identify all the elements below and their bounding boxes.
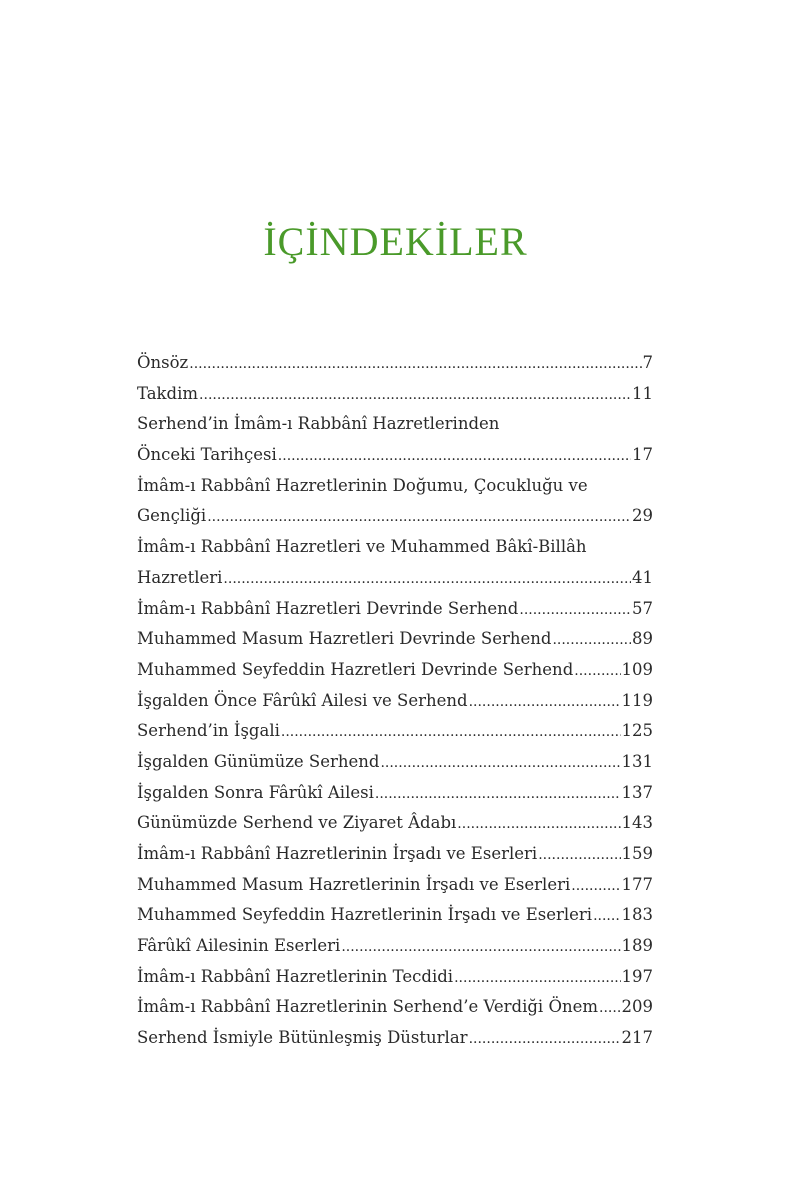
toc-entry-title: Serhend’in İşgali — [137, 721, 280, 741]
toc-entry-title: Önsöz — [137, 353, 189, 372]
toc-entry-title: İmâm-ı Rabbânî Hazretlerinin Serhend’e Verdiği Önem — [137, 997, 599, 1017]
toc-row — [137, 778, 653, 809]
toc-row — [137, 563, 653, 594]
toc-entry-title: Muhammed Masum Hazretleri Devrinde Serhend — [137, 629, 552, 649]
toc-row — [137, 594, 653, 625]
toc-row — [137, 440, 653, 471]
toc-page-number: 109 — [621, 659, 653, 679]
toc-page-number: 41 — [632, 567, 653, 587]
toc-entry-title: Gençliği — [137, 506, 207, 526]
toc-row — [137, 624, 653, 655]
toc-page-number: 217 — [621, 1028, 653, 1048]
toc-entry-title: İmâm-ı Rabbânî Hazretlerinin Doğumu, Çocukluğu ve — [137, 475, 588, 495]
dot-leader — [469, 1024, 621, 1054]
toc-row — [137, 379, 653, 410]
toc-entry-title: İşgalden Önce Fârûkî Ailesi ve Serhend — [137, 690, 468, 710]
toc-entry-title: Fârûkî Ailesinin Eserleri — [137, 936, 341, 956]
toc-row — [137, 839, 653, 870]
toc-row — [137, 747, 653, 778]
toc-entry-title: İmâm-ı Rabbânî Hazretleri Devrinde Serhend — [137, 598, 519, 618]
toc-row — [137, 962, 653, 993]
toc-page-number: 159 — [621, 844, 653, 863]
toc-page-number: 125 — [621, 721, 653, 741]
toc-row — [137, 655, 653, 686]
dot-leader — [454, 963, 620, 993]
toc-page-number: 17 — [632, 445, 653, 465]
toc-entry-title: Muhammed Seyfeddin Hazretlerinin İrşadı ve Eserleri — [137, 905, 593, 925]
toc-row — [137, 501, 653, 532]
toc-row — [137, 808, 653, 839]
toc-page-number: 29 — [632, 506, 653, 526]
toc-row — [137, 992, 653, 1023]
dot-leader — [278, 441, 631, 471]
toc-page-number: 189 — [621, 936, 653, 956]
table-of-contents — [137, 348, 653, 1054]
dot-leader — [571, 871, 620, 901]
toc-entry-title: Muhammed Masum Hazretlerinin İrşadı ve Eserleri — [137, 874, 571, 894]
dot-leader — [519, 595, 631, 625]
toc-row — [137, 716, 653, 747]
toc-page-number: 183 — [621, 905, 653, 925]
toc-row — [137, 900, 653, 931]
toc-page-number: 143 — [621, 813, 653, 833]
dot-leader — [375, 779, 621, 809]
dot-leader — [223, 564, 631, 594]
toc-row — [137, 409, 653, 440]
toc-page-number: 57 — [632, 598, 653, 618]
toc-page-number: 209 — [621, 997, 653, 1017]
toc-entry-title: Hazretleri — [137, 567, 223, 587]
toc-page-number: 89 — [632, 629, 653, 649]
toc-entry-title: Muhammed Seyfeddin Hazretleri Devrinde Serhend — [137, 659, 574, 679]
toc-page-number: 11 — [632, 383, 653, 403]
toc-row — [137, 471, 653, 502]
toc-row — [137, 532, 653, 563]
dot-leader — [380, 748, 620, 778]
toc-page-number: 197 — [621, 966, 653, 986]
toc-row — [137, 870, 653, 901]
toc-entry-title: Günümüzde Serhend ve Ziyaret Âdabı — [137, 813, 457, 833]
toc-row — [137, 348, 653, 379]
toc-page-number: 131 — [621, 751, 653, 771]
toc-entry-title: İmâm-ı Rabbânî Hazretlerinin İrşadı ve Eserleri — [137, 844, 538, 863]
toc-row — [137, 686, 653, 717]
toc-entry-title: İmâm-ı Rabbânî Hazretleri ve Muhammed Bâkî-Billâh — [137, 537, 587, 557]
dot-leader — [341, 932, 620, 962]
toc-entry-title: İşgalden Sonra Fârûkî Ailesi — [137, 782, 374, 802]
toc-page-number: 7 — [642, 353, 653, 372]
toc-page-number: 119 — [621, 690, 653, 710]
toc-entry-title: Önceki Tarihçesi — [137, 445, 277, 465]
dot-leader — [574, 656, 620, 686]
toc-entry-title: İmâm-ı Rabbânî Hazretlerinin Tecdidi — [137, 966, 454, 986]
dot-leader — [207, 502, 631, 532]
toc-row — [137, 1023, 653, 1054]
dot-leader — [538, 840, 620, 870]
toc-page-number: 137 — [621, 782, 653, 802]
page-title: İÇİNDEKİLER — [263, 219, 528, 264]
dot-leader — [599, 993, 620, 1023]
dot-leader — [469, 687, 621, 717]
toc-entry-title: Serhend İsmiyle Bütünleşmiş Düsturlar — [137, 1028, 468, 1048]
dot-leader — [189, 349, 641, 379]
dot-leader — [552, 625, 631, 655]
dot-leader — [199, 380, 631, 410]
toc-page-number: 177 — [621, 874, 653, 894]
dot-leader — [281, 717, 621, 747]
dot-leader — [593, 901, 620, 931]
toc-entry-title: Serhend’in İmâm-ı Rabbânî Hazretlerinden — [137, 414, 500, 434]
toc-entry-title: Takdim — [137, 383, 199, 403]
toc-entry-title: İşgalden Günümüze Serhend — [137, 751, 380, 771]
dot-leader — [457, 809, 620, 839]
toc-row — [137, 931, 653, 962]
